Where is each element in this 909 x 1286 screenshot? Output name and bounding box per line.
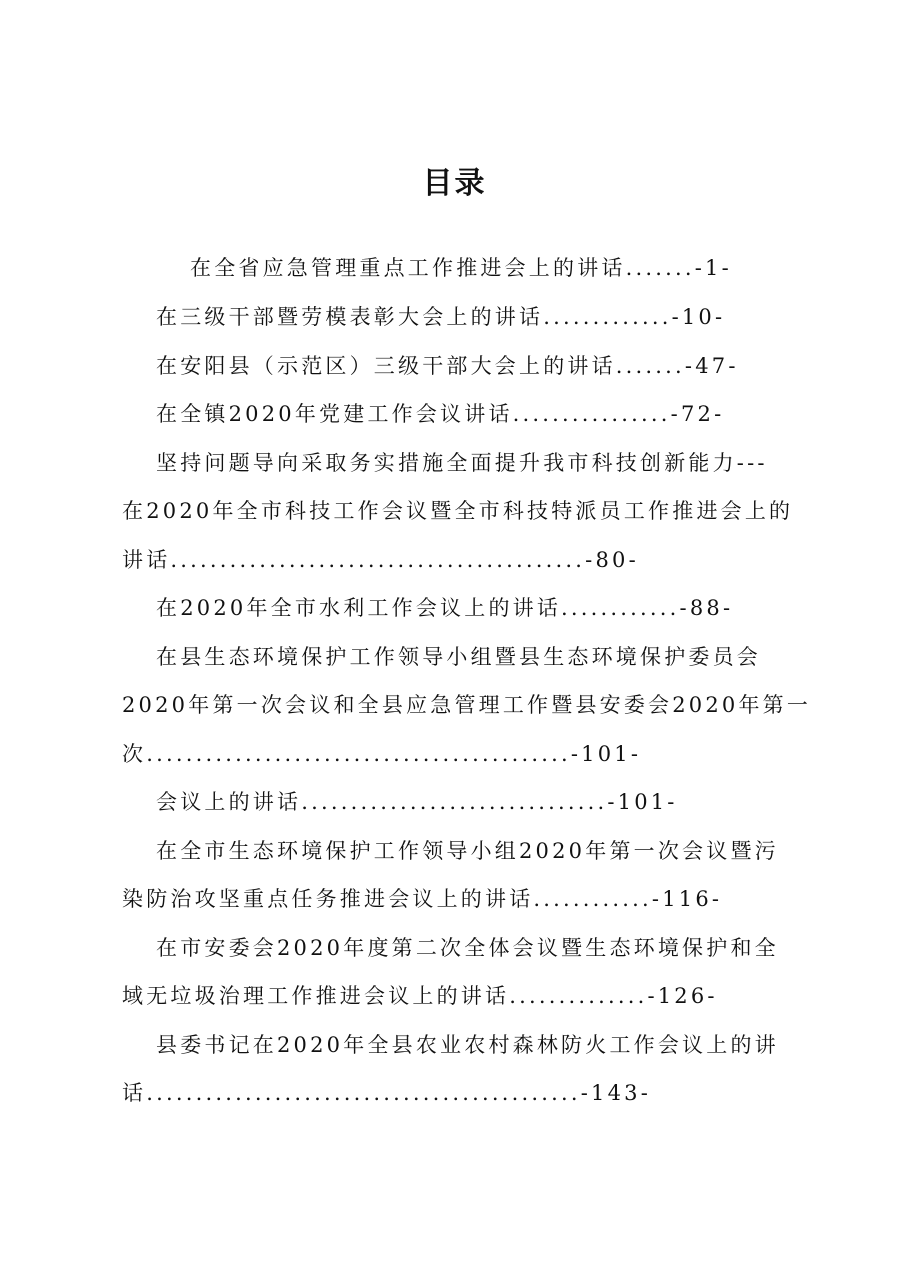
- toc-line: 域无垃圾治理工作推进会议上的讲话..............-126-: [122, 984, 718, 1008]
- toc-line: 县委书记在2020年全县农业农村森林防火工作会议上的讲: [156, 1033, 779, 1057]
- toc-line: 在三级干部暨劳模表彰大会上的讲话.............-10-: [156, 305, 726, 329]
- toc-line: 在安阳县（示范区）三级干部大会上的讲话.......-47-: [156, 354, 739, 378]
- toc-line: 讲话..........................................-80-: [122, 548, 639, 572]
- toc-line: 话............................................-143-: [122, 1081, 651, 1105]
- toc-line: 会议上的讲话...............................-101-: [156, 790, 678, 814]
- toc-line: 坚持问题导向采取务实措施全面提升我市科技创新能力---: [156, 451, 768, 475]
- toc-line: 在全省应急管理重点工作推进会上的讲话.......-1-: [190, 256, 732, 280]
- toc-title: 目录: [422, 166, 487, 201]
- toc-line: 在市安委会2020年度第二次全体会议暨生态环境保护和全: [156, 936, 779, 960]
- toc-line: 在县生态环境保护工作领导小组暨县生态环境保护委员会: [156, 645, 761, 669]
- toc-line: 在全镇2020年党建工作会议讲话................-72-: [156, 402, 725, 426]
- toc-line: 在全市生态环境保护工作领导小组2020年第一次会议暨污: [156, 839, 779, 863]
- toc-line: 2020年第一次会议和全县应急管理工作暨县安委会2020年第一: [122, 693, 812, 717]
- toc-line: 染防治攻坚重点任务推进会议上的讲话............-116-: [122, 887, 723, 911]
- toc-line: 在2020年全市水利工作会议上的讲话............-88-: [156, 596, 734, 620]
- toc-line: 在2020年全市科技工作会议暨全市科技特派员工作推进会上的: [122, 499, 794, 523]
- toc-line: 次...........................................-101-: [122, 742, 642, 766]
